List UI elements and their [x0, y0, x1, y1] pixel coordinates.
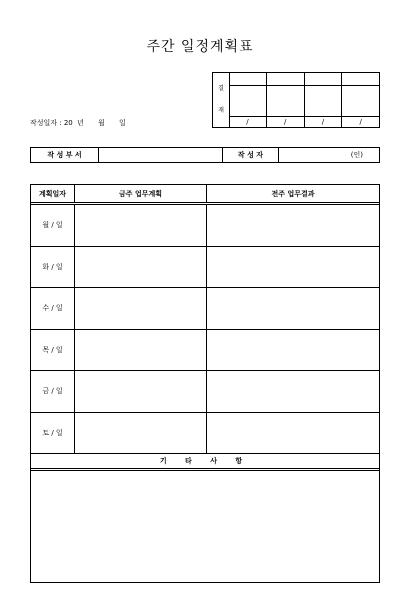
writer-label: 작 성 자	[223, 148, 279, 162]
approval-slot-date: /	[267, 116, 304, 127]
day-cell: 금 / 일	[31, 371, 75, 412]
day-cell: 월 / 일	[31, 205, 75, 246]
result-cell[interactable]	[207, 330, 379, 371]
table-row	[31, 288, 379, 330]
month-unit: 월	[98, 119, 105, 127]
date-label: 작성일자 : 20	[30, 119, 73, 127]
year-unit: 년	[77, 119, 84, 127]
header-plan-date: 계획일자	[31, 185, 75, 202]
plan-cell[interactable]	[75, 288, 207, 329]
day-unit: 일	[119, 119, 126, 127]
approval-slot-date: /	[229, 116, 266, 127]
day-cell: 토 / 일	[31, 413, 75, 454]
approval-slot[interactable]	[229, 73, 267, 127]
plan-cell[interactable]	[75, 205, 207, 246]
plan-cell[interactable]	[75, 330, 207, 371]
date-line	[30, 118, 128, 128]
approval-slot[interactable]	[305, 73, 343, 127]
table-row	[31, 413, 379, 455]
result-cell[interactable]	[207, 371, 379, 412]
writer-field[interactable]: (인)	[350, 151, 363, 159]
plan-cell[interactable]	[75, 247, 207, 288]
result-cell[interactable]	[207, 413, 379, 454]
document-title: 주간 일정계획표	[146, 39, 254, 55]
schedule-table	[30, 184, 380, 583]
other-notes-header: 기 타 사 항	[31, 454, 379, 471]
approval-label	[213, 73, 230, 127]
table-row	[31, 247, 379, 289]
day-cell: 수 / 일	[31, 288, 75, 329]
dept-label: 작 성 부 서	[31, 148, 99, 162]
table-row	[31, 371, 379, 413]
result-cell[interactable]	[207, 288, 379, 329]
result-cell[interactable]	[207, 205, 379, 246]
header-this-week-plan: 금주 업무계획	[75, 185, 207, 202]
approval-label-top: 결	[218, 85, 224, 92]
table-header	[31, 185, 379, 205]
approval-slot-date: /	[342, 116, 379, 127]
plan-cell[interactable]	[75, 371, 207, 412]
approval-slot[interactable]	[267, 73, 305, 127]
approval-slot-date: /	[305, 116, 342, 127]
author-row	[30, 147, 380, 163]
approval-box	[212, 72, 380, 128]
header-last-week-result: 전주 업무결과	[271, 189, 315, 198]
table-row	[31, 330, 379, 372]
approval-slot[interactable]	[342, 73, 379, 127]
day-cell: 화 / 일	[31, 247, 75, 288]
other-notes-field[interactable]	[31, 475, 379, 582]
plan-cell[interactable]	[75, 413, 207, 454]
result-cell[interactable]	[207, 247, 379, 288]
dept-field[interactable]	[99, 148, 223, 162]
table-row	[31, 205, 379, 247]
approval-label-bottom: 재	[218, 107, 224, 114]
day-cell: 목 / 일	[31, 330, 75, 371]
